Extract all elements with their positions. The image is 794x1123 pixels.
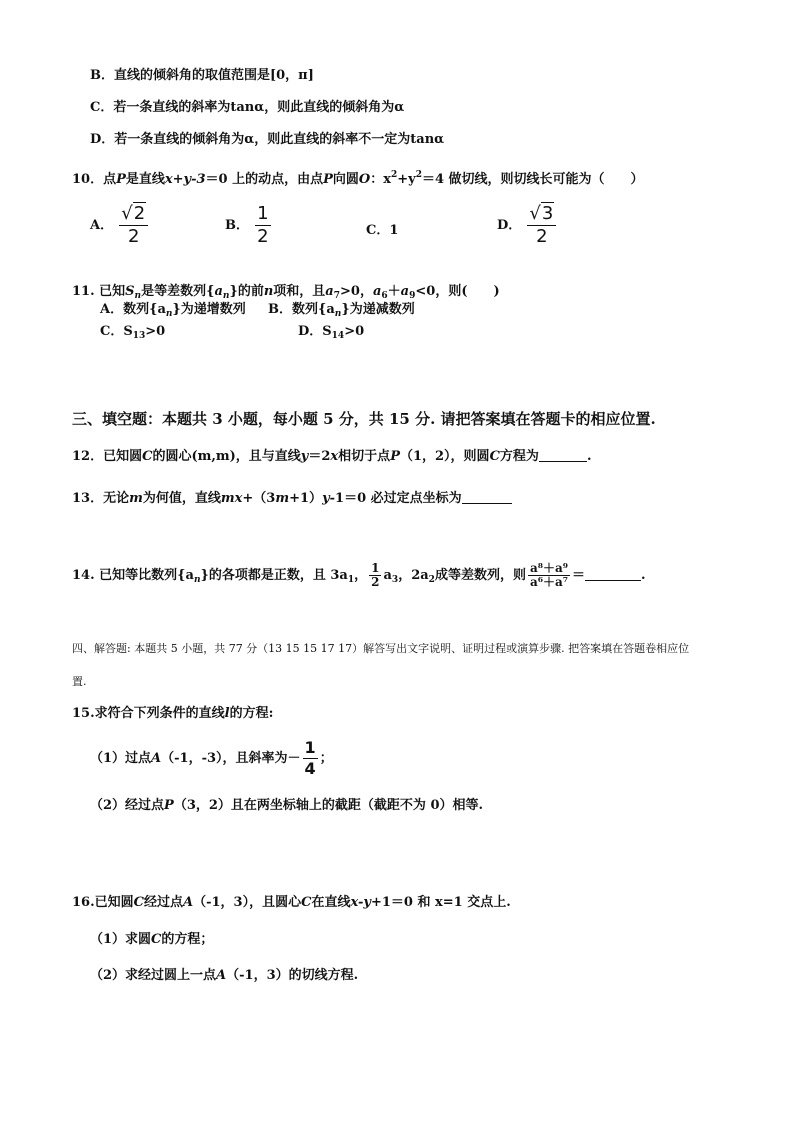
q12-answer-blank[interactable]	[539, 449, 587, 462]
q11-stem: 11. 已知$S_n$是等差数列$\{a_n\}$的前n项和，且$a_7>0$，$a_6+a_9<0$，则( )	[72, 284, 500, 301]
q13-stem: 13．无论m为何值，直线mx+（3m+1）y-1＝0 必过定点坐标为	[72, 490, 512, 508]
q16-part-2: （2）求经过圆上一点A（-1，3）的切线方程.	[90, 968, 359, 983]
q15-part-1: （1）过点A（-1，-3），且斜率为－ $\frac{1}{4}$ ；	[90, 738, 333, 778]
q9-option-d: D．若一条直线的倾斜角为α，则此直线的斜率不一定为tanα	[90, 132, 445, 147]
one-half-coefficient: $\frac{1}{2}$	[371, 561, 380, 589]
q13-answer-blank[interactable]	[462, 491, 512, 504]
q10-choice-b: B． $\frac{1}{2}$	[225, 203, 269, 247]
sqrt2-over-2: $\frac{√2}{2}$	[119, 203, 148, 248]
q16-stem: 16.已知圆C经过点A（-1，3），且圆心C在直线x-y+1＝0 和 x=1 交点上.	[72, 895, 511, 910]
q10-choice-a: A． $\frac{√2}{2}$	[90, 203, 150, 248]
q12-stem: 12．已知圆C的圆心(m,m)，且与直线y＝2x相切于点P（1，2），则圆C方程为 .	[72, 449, 592, 464]
q9-option-c: C．若一条直线的斜率为tanα，则此直线的倾斜角为α	[90, 100, 405, 115]
q10-stem: 10．点P是直线x+y-3＝0 上的动点，由点P向圆O：$x^2+y^2=4$ 做切线，则切线长可能为（ ）	[72, 170, 644, 187]
q11-option-d: D．$S_{14}>0$	[298, 324, 365, 341]
q11-option-c: C．$S_{13}>0$	[100, 324, 166, 341]
one-half: $\frac{1}{2}$	[257, 203, 269, 247]
q14-ratio-fraction: $\frac{\text{a⁸＋a⁹}}{\text{a⁶＋a⁷}}$	[529, 561, 569, 589]
q14-stem: 14. 已知等比数列$\{a_n\}$的各项都是正数，且 $3a_1$， $\frac{1}{2}$ $a_3$，$2a_2$成等差数列，则 $\frac{\text{a⁸＋a⁹}}{\text{a⁶＋a⁷}}$ ＝ .	[72, 561, 646, 589]
q9-option-b: B．直线的倾斜角的取值范围是[0，π]	[90, 68, 314, 83]
sqrt3-over-2: $\frac{√3}{2}$	[527, 203, 556, 248]
q15-part-2: （2）经过点P（3，2）且在两坐标轴上的截距（截距不为 0）相等.	[90, 798, 484, 813]
section-3-heading: 三、填空题：本题共 3 小题，每小题 5 分，共 15 分. 请把答案填在答题卡的相应位置.	[72, 410, 656, 428]
section-4-heading-line2: 置.	[72, 675, 87, 688]
q15-stem: 15.求符合下列条件的直线l的方程:	[72, 706, 274, 721]
q16-part-1: （1）求圆C的方程；	[90, 932, 214, 947]
q10-choice-c: C．1	[366, 223, 399, 238]
section-4-heading-line1: 四、解答题: 本题共 5 小题，共 77 分（13 15 15 17 17）解答写出文字说明、证明过程或演算步骤. 把答案填在答题卷相应位	[72, 642, 690, 655]
q11-option-a: A．数列$\{a_n\}$为递增数列	[100, 302, 246, 319]
q10-choice-d: D． $\frac{√3}{2}$	[497, 203, 558, 248]
one-quarter: $\frac{1}{4}$	[304, 738, 316, 778]
q14-answer-blank[interactable]	[585, 568, 641, 581]
q11-option-b: B．数列$\{a_n\}$为递减数列	[268, 302, 415, 319]
